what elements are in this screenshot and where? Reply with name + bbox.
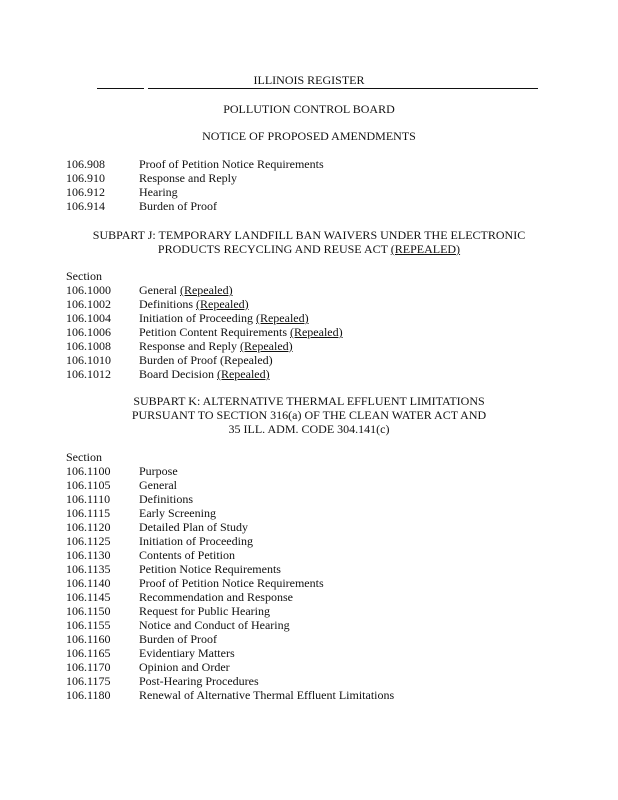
section-entry [66, 297, 249, 311]
section-number: 106.912 [66, 185, 105, 199]
section-number: 106.1155 [66, 618, 111, 632]
section-title: Initiation of Proceeding [139, 311, 253, 325]
section-entry [66, 339, 293, 353]
section-entry [66, 534, 253, 548]
section-entry [66, 506, 216, 520]
section-number: 106.908 [66, 157, 105, 171]
repealed-mark: (Repealed) [179, 283, 233, 297]
section-entry [66, 590, 293, 604]
notice-title: NOTICE OF PROPOSED AMENDMENTS [202, 129, 416, 143]
section-number: 106.1150 [66, 604, 111, 618]
section-number: 106.1120 [66, 520, 111, 534]
section-entry [66, 492, 193, 506]
section-entry [66, 171, 237, 185]
section-entry [66, 464, 178, 478]
repealed-mark: (Repealed) [240, 339, 293, 353]
section-title: Early Screening [139, 506, 216, 520]
repealed-mark: (Repealed) [196, 297, 249, 311]
section-number: 106.1145 [66, 590, 111, 604]
section-number: 106.1130 [66, 548, 111, 562]
section-title: Post-Hearing Procedures [139, 674, 259, 688]
section-number: 106.1006 [66, 325, 111, 339]
section-title: Burden of Proof [139, 632, 217, 646]
section-entry [66, 478, 177, 492]
subpart-j-heading-2: PRODUCTS RECYCLING AND REUSE ACT (REPEALED) [157, 242, 461, 256]
section-number: 106.910 [66, 171, 105, 185]
section-entry [66, 646, 235, 660]
section-entry [66, 325, 343, 339]
section-number: 106.1105 [66, 478, 111, 492]
section-title: Opinion and Order [139, 660, 230, 674]
section-number: 106.1100 [66, 464, 111, 478]
section-title: Renewal of Alternative Thermal Effluent Limitations [139, 688, 395, 702]
section-number: 106.1110 [66, 492, 111, 506]
section-entry [66, 632, 217, 646]
section-title: Hearing [139, 185, 178, 199]
section-title: Initiation of Proceeding [139, 534, 253, 548]
header-rule-left [97, 88, 144, 89]
section-entry [66, 674, 259, 688]
section-entry [66, 562, 281, 576]
section-title: Petition Content Requirements [139, 325, 287, 339]
section-number: 106.1004 [66, 311, 111, 325]
section-title: Proof of Petition Notice Requirements [139, 576, 324, 590]
section-entry [66, 576, 324, 590]
section-title: Response and Reply [139, 339, 237, 353]
section-title: Definitions [139, 492, 193, 506]
section-title: Proof of Petition Notice Requirements [139, 157, 324, 171]
section-title: Response and Reply [139, 171, 237, 185]
section-title: General [139, 478, 177, 492]
section-title: Purpose [139, 464, 178, 478]
section-entry [66, 367, 270, 381]
section-number: 106.1002 [66, 297, 111, 311]
repealed-mark: (Repealed) [216, 367, 270, 381]
section-number: 106.914 [66, 199, 105, 213]
board-name: POLLUTION CONTROL BOARD [223, 102, 395, 116]
section-number: 106.1012 [66, 367, 111, 381]
section-entry [66, 157, 324, 171]
section-title: Recommendation and Response [139, 590, 293, 604]
section-number: 106.1180 [66, 688, 111, 702]
section-number: 106.1135 [66, 562, 111, 576]
subpart-k-heading-3: 35 ILL. ADM. CODE 304.141(c) [228, 422, 390, 436]
register-title: ILLINOIS REGISTER [253, 73, 365, 87]
section-title: Contents of Petition [139, 548, 235, 562]
subpart-j-heading-1: SUBPART J: TEMPORARY LANDFILL BAN WAIVERS UNDER THE ELECTRONIC [92, 228, 526, 242]
section-entry [66, 283, 233, 297]
section-entry [66, 520, 248, 534]
section-entry [66, 548, 235, 562]
section-label: Section [66, 269, 102, 283]
section-number: 106.1160 [66, 632, 111, 646]
section-number: 106.1010 [66, 353, 111, 367]
section-entry [66, 618, 290, 632]
section-title: General [139, 283, 177, 297]
section-number: 106.1175 [66, 674, 111, 688]
section-title: Request for Public Hearing [139, 604, 270, 618]
section-number: 106.1000 [66, 283, 111, 297]
section-title: Definitions [139, 297, 193, 311]
section-title: Petition Notice Requirements [139, 562, 281, 576]
section-number: 106.1115 [66, 506, 111, 520]
section-title: Detailed Plan of Study [139, 520, 248, 534]
repealed-mark: (Repealed) [220, 353, 273, 367]
section-label: Section [66, 450, 102, 464]
section-entry [66, 199, 217, 213]
section-number: 106.1008 [66, 339, 111, 353]
section-title: Notice and Conduct of Hearing [139, 618, 290, 632]
section-entry [66, 185, 178, 199]
section-title: Board Decision [139, 367, 214, 381]
section-number: 106.1140 [66, 576, 111, 590]
section-number: 106.1170 [66, 660, 111, 674]
subpart-k-heading-1: SUBPART K: ALTERNATIVE THERMAL EFFLUENT LIMITATIONS [133, 394, 485, 408]
section-title: Evidentiary Matters [139, 646, 235, 660]
repealed-mark: (Repealed) [255, 311, 309, 325]
section-number: 106.1125 [66, 534, 111, 548]
section-entry [66, 353, 273, 367]
header-rule-right [148, 88, 538, 89]
section-number: 106.1165 [66, 646, 111, 660]
section-entry [66, 604, 270, 618]
section-entry [66, 311, 309, 325]
repealed-mark: (Repealed) [289, 325, 343, 339]
section-title: Burden of Proof [139, 199, 217, 213]
section-title: Burden of Proof [139, 353, 217, 367]
section-entry [66, 688, 394, 702]
section-entry [66, 660, 230, 674]
subpart-k-heading-2: PURSUANT TO SECTION 316(a) OF THE CLEAN WATER ACT AND [131, 408, 487, 422]
